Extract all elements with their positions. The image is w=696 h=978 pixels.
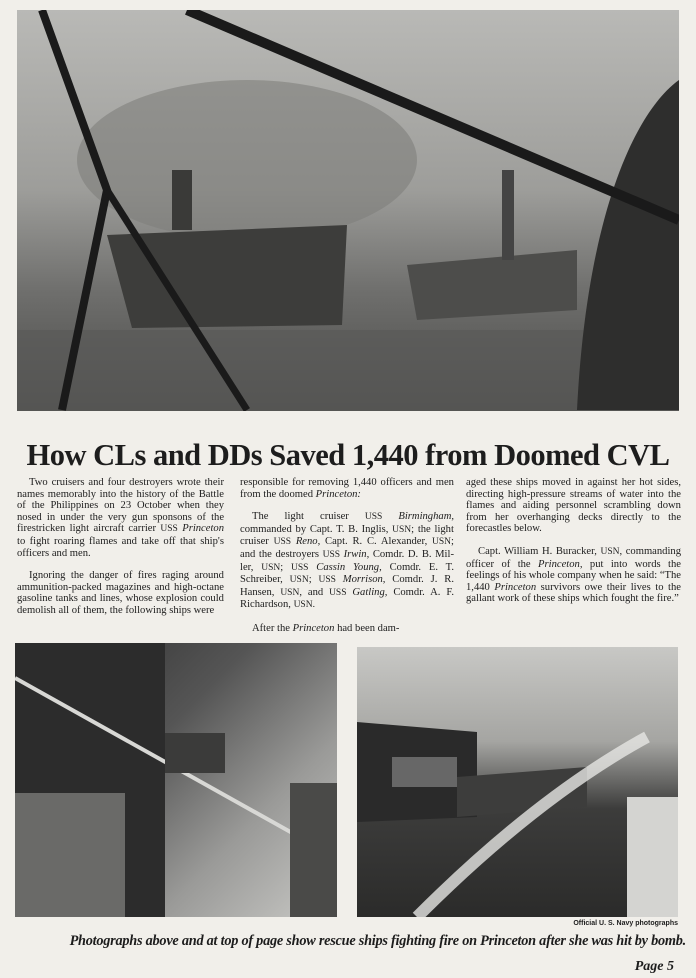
word: aiding: [522, 500, 550, 512]
word: R.: [444, 574, 454, 586]
word: under: [60, 511, 85, 523]
word: USS: [318, 575, 336, 586]
article-paragraph: [466, 477, 681, 535]
word: 1,440: [352, 477, 377, 488]
word: removing: [308, 477, 349, 488]
word: following: [125, 604, 167, 616]
word: raging: [162, 570, 190, 582]
article-headline: How CLs and DDs Saved 1,440 from Doomed CVL: [26, 438, 670, 472]
word: his: [513, 570, 527, 582]
word: all: [58, 604, 70, 616]
word: her: [621, 477, 636, 488]
word: scrambling: [603, 500, 651, 512]
word: had: [337, 622, 353, 634]
word: lives: [630, 581, 651, 593]
word: Capt.: [309, 523, 333, 535]
word: nosed: [17, 511, 42, 523]
word: they: [205, 500, 225, 512]
word: fires: [137, 570, 157, 582]
word: on: [104, 500, 115, 512]
word: After: [252, 622, 275, 634]
word: aircraft: [93, 523, 125, 535]
word: and: [81, 593, 97, 605]
word: Philip: [50, 500, 76, 512]
photo-illustration: [17, 10, 679, 411]
word: the: [258, 548, 272, 560]
photo-illustration: [357, 647, 678, 917]
word: Princeton:: [315, 488, 361, 500]
word: men.: [69, 547, 91, 559]
word: streams: [569, 488, 603, 500]
word: 23: [120, 500, 132, 512]
word: firestricken: [17, 523, 66, 535]
word: and: [121, 535, 137, 547]
word: water: [619, 488, 644, 500]
word: Richardson,: [240, 599, 291, 611]
word: Cassin: [316, 561, 346, 573]
word: T.: [336, 523, 345, 535]
word: into: [610, 558, 628, 570]
word: roaring: [54, 535, 85, 547]
word: Comdr.: [389, 561, 422, 573]
word: against: [587, 477, 618, 488]
word: cruiser: [320, 511, 349, 523]
word: ;: [451, 536, 454, 548]
word: Comdr.: [392, 574, 424, 586]
word: light: [284, 511, 304, 523]
word: to: [655, 581, 664, 593]
word: memorably: [47, 488, 96, 500]
word: hot: [639, 477, 653, 488]
word: USN: [432, 537, 452, 548]
word: explosion: [155, 593, 198, 605]
word: high-pressure: [507, 488, 566, 500]
word: the: [668, 488, 681, 500]
word: light: [69, 523, 90, 535]
word: their: [606, 581, 627, 593]
word: sides,: [657, 477, 681, 488]
word: ships: [169, 604, 191, 616]
word: Inglis,: [361, 523, 389, 535]
word: ships: [516, 477, 538, 488]
word: Ignoring: [29, 570, 66, 582]
word: of: [17, 500, 26, 512]
word: ,: [299, 586, 302, 598]
photo-caption: Photographs above and at top of page show rescue ships fighting fire on Princeton after she was hit by bomb.: [69, 933, 686, 949]
word: the: [417, 523, 431, 535]
word: USN: [261, 562, 281, 573]
word: Comdr.: [393, 586, 425, 598]
word: of: [502, 570, 512, 582]
word: from: [240, 488, 261, 500]
word: Schreiber,: [240, 574, 283, 586]
word: of: [501, 558, 511, 570]
word: the: [668, 558, 681, 570]
photo-credit: Official U. S. Navy photographs: [573, 920, 678, 927]
word: of: [123, 570, 133, 582]
word: moved: [542, 477, 571, 488]
word: the: [119, 488, 133, 500]
word: cruisers: [51, 477, 85, 488]
word: them,: [83, 604, 108, 616]
word: in: [575, 477, 584, 488]
word: F.: [446, 586, 455, 598]
word: been: [355, 622, 376, 634]
word: names: [17, 488, 45, 500]
word: whole: [528, 570, 555, 582]
word: fought: [610, 593, 639, 605]
word: October: [136, 500, 172, 512]
word: of: [606, 488, 616, 500]
bottom-left-photo-ship-fire: [15, 643, 337, 917]
word: of: [169, 488, 179, 500]
word: doomed: [278, 488, 313, 500]
word: tanks: [55, 593, 78, 605]
bottom-right-photo-hoses: [357, 647, 678, 917]
word: decks: [578, 511, 603, 523]
word: gallant: [466, 593, 495, 605]
word: into: [99, 488, 117, 500]
word: the: [31, 500, 45, 512]
word: de: [275, 548, 286, 560]
word: of: [71, 604, 81, 616]
word: sponsons: [152, 511, 192, 523]
article-paragraph: [466, 546, 681, 605]
word: Alexander,: [380, 536, 428, 548]
word: when: [176, 500, 200, 512]
word: below.: [513, 523, 542, 535]
word: lines,: [99, 593, 123, 605]
page-number: Page 5: [634, 959, 674, 974]
article-column-3: [466, 477, 681, 616]
word: A.: [430, 586, 441, 598]
word: responsible: [240, 477, 289, 488]
word: flames: [466, 500, 495, 512]
word: their: [204, 477, 225, 488]
article-paragraph: [17, 477, 224, 559]
word: to: [17, 535, 26, 547]
word: her: [494, 511, 509, 523]
word: The: [252, 511, 269, 523]
article-paragraph: [17, 570, 224, 616]
word: commanding: [625, 545, 682, 557]
word: J.: [430, 574, 438, 586]
word: words: [634, 558, 661, 570]
word: Reno,: [295, 536, 321, 548]
word: around: [194, 570, 224, 582]
word: ,: [619, 545, 623, 557]
word: USS: [364, 512, 383, 523]
word: Princeton: [292, 622, 335, 634]
word: R.: [352, 536, 363, 548]
word: Battle: [198, 488, 224, 500]
word: ships: [557, 593, 580, 605]
word: USS: [273, 537, 292, 548]
word: the: [70, 570, 84, 582]
word: history: [136, 488, 166, 500]
word: C.: [366, 536, 377, 548]
word: D.: [407, 548, 419, 560]
word: in: [46, 511, 56, 523]
word: the: [668, 581, 681, 593]
word: the: [641, 593, 655, 605]
word: magazines: [105, 581, 151, 593]
word: into: [647, 488, 664, 500]
word: officers: [17, 547, 50, 559]
word: high-octane: [173, 581, 224, 593]
word: to: [651, 511, 660, 523]
word: aged: [466, 477, 486, 488]
word: whose: [125, 593, 153, 605]
word: Mil: [435, 548, 454, 560]
word: wrote: [176, 477, 201, 488]
word: USS: [322, 549, 341, 560]
word: and: [500, 500, 517, 512]
word: the: [668, 511, 682, 523]
word: owe: [584, 581, 603, 593]
word: and: [416, 477, 432, 488]
word: 1,440: [466, 581, 490, 593]
word: and: [307, 586, 324, 598]
word: gun: [131, 511, 148, 523]
word: these: [533, 593, 556, 605]
word: stroyers: [285, 548, 319, 560]
word: ler,: [240, 561, 254, 573]
word: when: [598, 570, 622, 582]
word: of: [197, 511, 206, 523]
word: Irwin,: [343, 548, 370, 560]
word: Two: [29, 477, 48, 488]
word: by: [295, 523, 307, 535]
word: of: [521, 593, 531, 605]
word: Morrison,: [342, 574, 386, 586]
word: William: [504, 545, 539, 557]
word: for: [292, 477, 305, 488]
word: the: [89, 511, 103, 523]
word: B.: [421, 548, 432, 560]
word: commanded: [240, 523, 292, 535]
word: ;: [411, 523, 415, 535]
word: were: [193, 604, 215, 616]
word: work: [497, 593, 520, 605]
word: USN: [392, 524, 412, 535]
word: Princeton: [182, 523, 224, 535]
word: personnel: [555, 500, 598, 512]
word: light: [434, 523, 454, 535]
word: carrier: [128, 523, 157, 535]
word: very: [107, 511, 127, 523]
article-column-2: [240, 477, 454, 646]
word: take: [141, 535, 160, 547]
word: said:: [637, 570, 658, 582]
word: the: [182, 488, 196, 500]
article-paragraph: [240, 511, 454, 612]
word: B.: [348, 523, 358, 535]
word: Hansen,: [240, 586, 275, 598]
word: Capt.: [325, 536, 348, 548]
word: could: [200, 593, 224, 605]
article-paragraph: [240, 477, 454, 500]
word: overhanging: [516, 511, 570, 523]
word: USS: [291, 562, 309, 573]
word: these: [490, 477, 512, 488]
word: “The: [659, 570, 682, 582]
word: ;: [280, 561, 284, 573]
word: H.: [541, 545, 553, 557]
word: flames: [89, 535, 118, 547]
word: off: [163, 535, 176, 547]
word: which: [582, 593, 609, 605]
word: and: [51, 547, 68, 559]
word: the: [211, 511, 225, 523]
word: he: [624, 570, 635, 582]
word: four: [107, 477, 126, 488]
word: Princeton,: [538, 558, 583, 570]
word: down: [657, 500, 681, 512]
word: and: [88, 477, 104, 488]
word: pines: [75, 500, 99, 512]
word: Buracker,: [555, 545, 597, 557]
word: Young,: [352, 561, 382, 573]
article-column-1: [17, 477, 224, 628]
word: ;: [308, 574, 312, 586]
top-photo-carrier-and-cruiser: [17, 10, 679, 411]
word: the: [109, 604, 123, 616]
word: and: [240, 548, 256, 560]
word: men: [435, 477, 454, 488]
word: T.: [445, 561, 455, 573]
word: that: [179, 535, 196, 547]
word: survivors: [540, 581, 581, 593]
word: Gatling,: [352, 586, 388, 598]
word: gasoline: [17, 593, 53, 605]
word: officer: [466, 558, 495, 570]
word: ship's: [200, 535, 224, 547]
word: company: [557, 570, 597, 582]
word: Princeton: [494, 581, 537, 593]
word: directly: [610, 511, 644, 523]
word: directing: [466, 488, 504, 500]
word: dam-: [377, 622, 400, 634]
word: Birmingham,: [398, 511, 454, 523]
word: from: [466, 511, 487, 523]
word: ammunition-packed: [17, 581, 102, 593]
word: feelings: [466, 570, 500, 582]
word: cruiser: [240, 536, 269, 548]
word: USS: [329, 587, 347, 598]
word: E.: [428, 561, 439, 573]
word: put: [589, 558, 604, 570]
word: forecastles: [466, 523, 512, 535]
word: and: [154, 581, 170, 593]
word: destroyers: [129, 477, 173, 488]
word: officers: [380, 477, 413, 488]
word: demolish: [17, 604, 56, 616]
word: Capt.: [478, 545, 501, 557]
word: the: [277, 622, 290, 634]
word: fire.”: [656, 593, 679, 605]
word: USN.: [293, 600, 315, 611]
word: Comdr.: [372, 548, 405, 560]
word: USN: [600, 546, 620, 557]
word: fight: [29, 535, 50, 547]
word: USN: [289, 575, 309, 586]
word: danger: [89, 570, 119, 582]
article-paragraph: [240, 623, 454, 635]
photo-illustration: [15, 643, 337, 917]
word: the: [517, 558, 531, 570]
word: the: [263, 488, 277, 500]
word: USS: [160, 524, 178, 535]
word: USN: [280, 587, 300, 598]
